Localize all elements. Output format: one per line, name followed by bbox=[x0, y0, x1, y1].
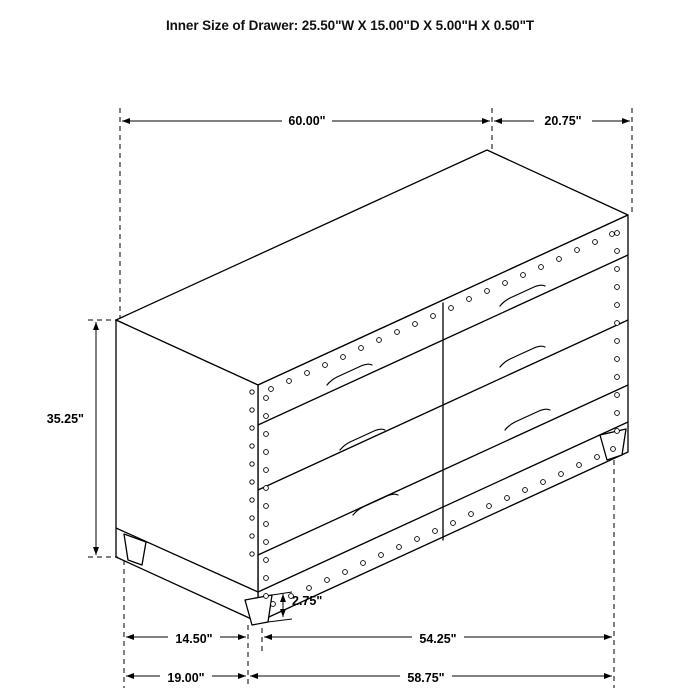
dim-label-19-00: 19.00" bbox=[167, 671, 205, 685]
ext-line-leg-bottom bbox=[268, 619, 292, 622]
dim-label-2-75: 2.75" bbox=[292, 594, 323, 608]
dim-label-58-75: 58.75" bbox=[407, 671, 445, 685]
dim-label-54-25: 54.25" bbox=[419, 632, 457, 646]
dim-label-14-50: 14.50" bbox=[175, 632, 213, 646]
dim-label-35-25: 35.25" bbox=[46, 412, 84, 426]
dim-label-60: 60.00" bbox=[288, 114, 326, 128]
leg-front-left bbox=[245, 595, 272, 625]
dresser-body bbox=[116, 150, 628, 625]
dim-label-20-75: 20.75" bbox=[544, 114, 582, 128]
page-title: Inner Size of Drawer: 25.50"W X 15.00"D X 5.00"H X 0.50"T bbox=[165, 18, 535, 33]
